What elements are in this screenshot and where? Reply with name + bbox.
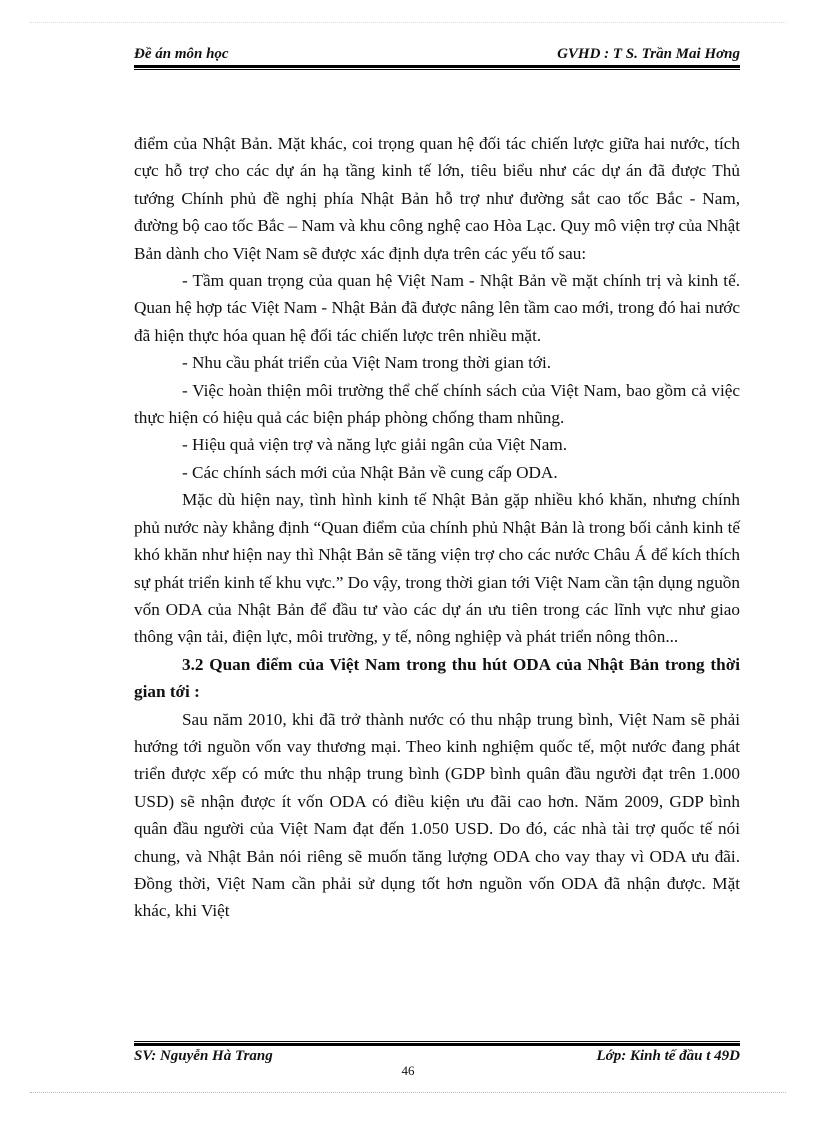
footer-rule-thick <box>134 1043 740 1046</box>
list-item: - Hiệu quả viện trợ và năng lực giải ngân của Việt Nam. <box>182 435 568 455</box>
paragraph: Mặc dù hiện nay, tình hình kinh tế Nhật Bản gặp nhiều khó khăn, nhưng chính phủ nước này khẳng định “Quan điểm của chính phủ Nhật Bản là trong bối cảnh kinh tế khó khăn như hiện nay thì Nhật Bản sẽ tăng viện trợ cho các nước Châu Á để kích thích sự phát triển kinh tế khu vực.” Do vậy, trong thời gian tới Việt Nam cần tận dụng nguồn vốn ODA của Nhật Bản để đầu tư vào các dự án ưu tiên trong các lĩnh vực như giao thông vận tải, điện lực, môi trường, y tế, nông nghiệp và phát triển nông thôn... <box>134 490 740 647</box>
list-item: - Nhu cầu phát triển của Việt Nam trong thời gian tới. <box>182 353 552 373</box>
list-item: - Việc hoàn thiện môi trường thể chế chính sách của Việt Nam, bao gồm cả việc thực hiện có hiệu quả các biện pháp phòng chống tham nhũng. <box>134 380 740 428</box>
paragraph: điểm của Nhật Bản. Mặt khác, coi trọng quan hệ đối tác chiến lược giữa hai nước, tích cực hỗ trợ cho các dự án hạ tầng kinh tế lớn, tiêu biểu như các dự án đã được Thủ tướng Chính phủ đề nghị phía Nhật Bản hỗ trợ như đường sắt cao tốc Bắc - Nam, đường bộ cao tốc Bắc – Nam và khu công nghệ cao Hòa Lạc. Quy mô viện trợ của Nhật Bản dành cho Việt Nam sẽ được xác định dựa trên các yếu tố sau: <box>134 134 740 263</box>
footer-class: Lớp: Kinh tế đầu t 49D <box>596 1048 740 1064</box>
page-edge-bottom <box>30 1092 786 1093</box>
list-item: - Tầm quan trọng của quan hệ Việt Nam - Nhật Bản về mặt chính trị và kinh tế. Quan hệ hợp tác Việt Nam - Nhật Bản đã được nâng lên tầm cao mới, trong đó hai nước đã hiện thực hóa quan hệ đối tác chiến lược trên nhiều mặt. <box>134 271 740 345</box>
page-edge-top <box>30 22 786 23</box>
paragraph: Sau năm 2010, khi đã trở thành nước có thu nhập trung bình, Việt Nam sẽ phải hướng tới nguồn vốn vay thương mại. Theo kinh nghiệm quốc tế, một nước đang phát triển được xếp có mức thu nhập trung bình (GDP bình quân đầu người đạt trên 1.000 USD) sẽ nhận được ít vốn ODA có điều kiện ưu đãi cao hơn. Năm 2009, GDP bình quân đầu người của Việt Nam đạt đến 1.050 USD. Do đó, các nhà tài trợ quốc tế nói chung, và Nhật Bản nói riêng sẽ muốn tăng lượng ODA cho vay thay vì ODA ưu đãi. Đồng thời, Việt Nam cần phải sử dụng tốt hơn nguồn vốn ODA đã nhận được. Mặt khác, khi Việt <box>134 709 740 921</box>
header-supervisor: GVHD : T S. Trần Mai Hơng <box>557 46 740 62</box>
header-rule-thin <box>134 69 740 70</box>
header-course-title: Đề án môn học <box>134 46 229 62</box>
page-number: 46 <box>401 1063 415 1078</box>
document-body <box>134 130 740 925</box>
header-rule-thick <box>134 65 740 68</box>
footer-rule-thin <box>134 1041 740 1042</box>
footer-student: SV: Nguyễn Hà Trang <box>134 1048 273 1064</box>
page-header <box>134 46 740 66</box>
list-item: - Các chính sách mới của Nhật Bản về cung cấp ODA. <box>182 462 558 482</box>
section-heading: 3.2 Quan điểm của Việt Nam trong thu hút ODA của Nhật Bản trong thời gian tới : <box>134 654 740 702</box>
